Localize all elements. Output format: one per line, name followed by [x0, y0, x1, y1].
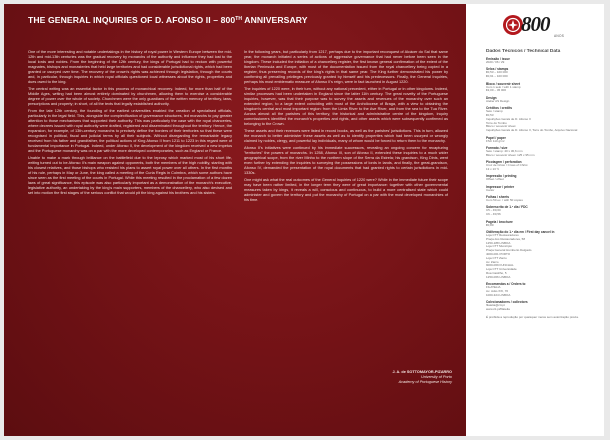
technical-data-value: C5 – €0,60 C6 – €0,56	[486, 208, 501, 217]
technical-data-value: FSC 110 g/m²	[486, 138, 505, 143]
document-page	[4, 4, 604, 436]
technical-data-label: Pagela / brochure	[486, 219, 513, 224]
technical-data-item	[486, 136, 596, 144]
author-name: J. A. de SOTTOMAYOR-PIZARRO	[392, 370, 452, 374]
technical-data-value: Selo / stamp: 40 x 30,6 mm Bloco / souvenir sheet: 125 x 95 mm	[486, 148, 535, 157]
technical-data-item	[486, 195, 596, 203]
author-signature	[332, 370, 452, 385]
technical-data-item	[486, 185, 596, 193]
technical-data-item	[486, 67, 596, 79]
article-paragraph: One of the more interesting and notable undertakings in the history of royal power in Western Europe between the mid-12th and mid-13th centuries was the gradual recovery by monarchs of the authority and influence they had lost to the local lords and nobles. From the beginning of the 12th century, the kings of Portugal had to reckon with powerful magnates, bishops and monasteries that held large territories and had considerable jurisdictional rights, which had been granted or usurped over time. The recovery of the crown's rights was achieved through legislation, through the courts and, in particular, through inquiries in which royal officials questioned local witnesses about the rights, properties and dues owed to the king.	[28, 50, 232, 84]
article-paragraph: In the following years, but particularly from 1217, perhaps due to the important reconquest of Alcácer do Sal that same year, the monarch initiated a series of actions of aggressive governance that had never before been seen in the kingdom. These included the initiation of a chancellery register, the first known general confirmation of the extent of the Iberian Peninsula and Europe, with most of the documentation issued from the royal chancellery being copied in a register, thus preserving records of the king's rights in that same year. The King further demonstrated his power by confirming all prevailing privileges previously granted by himself and his predecessors. Finally, the General Inquiries, perhaps his most emblematic measure of Afonso II's reign, were in fact launched in August 1220.	[244, 50, 448, 84]
technical-data-value: FILATELIA Av. João XXI, 70 1000-324 LISBOA	[486, 285, 511, 297]
technical-data-label: Bloco / souvenir sheet	[486, 81, 521, 86]
technical-data-label: Obliteração do 1.º dia em / First day cancel in	[486, 230, 555, 235]
technical-data-label: Emissão / issue	[486, 57, 510, 61]
technical-data-list	[486, 57, 596, 312]
article-paragraph: These assets and their revenues were listed in record books, as well as the parishes' jurisdictions. This in turn, allowed the monarch to better administer these assets as well as to identify properties which had been usurped or wrongly claimed by nobles, clergy, and powerful lay individuals, many of whom would be forced to return them to the monarchy.	[244, 129, 448, 143]
title-text: THE GENERAL INQUIRIES OF D. AFONSO II – 800	[28, 15, 236, 25]
technical-data-value: Cruz de Cristo / Cross of Christ 13 x 13 ½	[486, 163, 528, 171]
technical-data-value: Com 1 selo / with 1 stamp €2,00 – 45 000	[486, 84, 521, 93]
logo-wordmark: 800	[521, 12, 550, 36]
article-column-right	[244, 50, 448, 412]
technical-data-item	[486, 220, 596, 228]
technical-data-item	[486, 230, 596, 280]
technical-data-value: filatelia@ctt.pt www.ctt.pt/filatelia	[486, 303, 510, 311]
technical-data-label: Encomendas a / Orders to	[486, 282, 526, 287]
technical-data-value: Com 50 ex. / with 50 copies	[486, 198, 523, 203]
article-paragraph: One might ask what the real outcomes of the General Inquiries of 1220 were? While in the immediate future their scope may have been rather limited, in the longer term they were of great importance: together with other governmental measures taken by kings, it reveals a will, conscious and continuous, to build a more centralised state which could administer and govern the territory and put the monarchy of Portugal on a par with the most developed monarchies of his time.	[244, 178, 448, 202]
article-panel	[4, 4, 466, 436]
technical-data-label: Design	[486, 95, 497, 100]
author-affiliation-1: University of Porto	[420, 375, 452, 379]
technical-data-item	[486, 96, 596, 104]
technical-data-item	[486, 174, 596, 182]
technical-data-footer: É proibida a reprodução por quaisquer meios sem autorização prévia.	[486, 314, 579, 319]
technical-data-label: Créditos / credits	[486, 106, 513, 111]
technical-data-label: Formato / size	[486, 145, 508, 150]
author-affiliation-2: Academy of Portuguese History	[398, 380, 452, 384]
article-paragraph: Afonso II's initiatives were continued by his immediate successors, revealing an ongoing concern for recapturing "territories" the powers of monarchs. In 1258, Afonso III, son of Afonso II, extended these inquiries to a much wider geographical scope, from the river Minho to the northern slope of the Serra da Estrela; his grandson, King Dinis, went even further by extending the inquiries to surveying the possessions of lords in lands, and finally, the great-grandson, Afonso IV, demanded the presentation of the royal documents that had granted rights to certain jurisdictions in mid-1330s.	[244, 146, 448, 175]
technical-data-value: €0,80	[486, 222, 494, 227]
technical-data-value: €0,53 – 100 000 €0,91 – 100 000	[486, 70, 508, 79]
technical-data-item	[486, 282, 596, 297]
technical-data-item	[486, 106, 596, 133]
anniversary-logo	[499, 11, 569, 41]
technical-data-label: Colecionadores / collectors	[486, 300, 528, 305]
technical-data-value: Loja CTT Restauradores Praça dos Restauradores, 58 1250-188 LISBOA Loja CTT Município Praça General Humberto Delgado 4000-001 PORTO Loja CTT Zarco Av. Zarco 9000-069 FUNCHAL Loja CTT Universidade Rua Castilho, 5 1250-066 LISBOA	[486, 233, 532, 279]
technical-data-item	[486, 82, 596, 94]
technical-data-label: Impressor / printer	[486, 184, 515, 189]
page-title	[28, 15, 448, 25]
article-paragraph: From the late 12th century, the founding of the earliest universities enabled the creation of specialised officials, particularly in the legal field. This, alongside the complexification of governance structures, led monarchs to pay greater attention to those mechanisms that supported their authority. This was particularly the case with the royal chanceries, where decrees issued with royal authority were drafted, registered and disseminated throughout the territory. Hence, the expansion, for example, of 13th-century monarchs to precisely define the borders of their territories so that these were recognised in political, fiscal and judicial terms by all their subjects. Without disregarding the remarkable legacy received from his father and grandfather, the political actions of King Afonso II from 1211 to 1223 in this regard were of fundamental importance in Portugal. Indeed, under Afonso II, the development of the kingdom received a new impetus and the Portuguese monarchy was on a par with the more developed contemporaries, such as England or France.	[28, 109, 232, 153]
technical-data-item	[486, 300, 596, 312]
technical-data-label: Papel / paper	[486, 135, 506, 140]
technical-data-item	[486, 205, 596, 217]
technical-data	[486, 49, 596, 429]
article-paragraph: The inquiries of 1220 were, in their turn, without any national precedent, either in Portugal or in other kingdoms. Indeed, similar processes had been undertaken in England since the latter 11th century. The great novelty of the Portuguese inquiries, however, was that their purpose was to survey the assets and revenues of the monarchy over such an extended region, to a large extent coinciding with most of the Archdiocese of Braga, with a view to obtaining the kingdom's central and most important region: from the Limia River to the Ave River, and from the sea to the Tua River. Across almost all the parishes of this territory, the historical and administrative centre of the kingdom, inquiry commissioners identified the monarch's properties and rights, and other assets which were subsequently confirmed as belonging to the Crown.	[244, 87, 448, 126]
technical-data-item	[486, 146, 596, 158]
technical-data-value: Offset / offset	[486, 177, 504, 182]
logo-subtext: ANOS	[554, 34, 565, 38]
technical-data-item	[486, 160, 596, 172]
technical-data-value: 2020 / 06 / 29	[486, 60, 505, 64]
article-columns	[28, 50, 448, 412]
technical-data-label: Folhas / sheets	[486, 195, 510, 200]
article-paragraph: The central writing was an essential factor in this process of monarchical recovery. Indeed, for more than half of the Middle Ages, writing had been almost entirely dominated by churchmen, allowing them to exercise a considerable degree of power over the whole of society. Churchmen were the only guardians of the written memory of territory, laws, prescriptions and property; in short, of all the texts that legally established authority.	[28, 87, 232, 106]
technical-data-label: Impressão / printing	[486, 174, 517, 179]
technical-data-label: Selos / stamps	[486, 67, 509, 72]
technical-data-item	[486, 57, 596, 65]
article-column-left	[28, 50, 232, 412]
technical-data-value: Selo / stamp €0,53 Inquirições Gerais de D. Afonso II Torre do Tombo Bloco / souvenir sheet Inquirições Gerais de D. Afonso II, Torre do Tombo, Arquivo Nacional	[486, 109, 578, 133]
title-end-text: ANNIVERSARY	[242, 15, 308, 25]
technical-data-value: Cartor	[486, 187, 495, 192]
technical-data-label: Picotagem / perforation	[486, 160, 522, 165]
technical-data-title: Dados Técnicos / Technical Data	[486, 49, 561, 54]
title-superscript: TH	[235, 16, 243, 22]
technical-data-label: Sobrescrito de 1.º dia / FDC	[486, 205, 528, 210]
technical-data-value: Atelier AS Design	[486, 98, 510, 103]
article-paragraph: Unable to make a mark through brilliance on the battlefield due to the leprosy which marked most of his short life, writing turned out to be Afonso II's main weapon against opponents, both the members of the high nobility, starting with his closest relatives, and those bishops who resisted his plans to assert royal power over all others. In the first months of his rule, perhaps in May or June, the king called a meeting of the Curia Regis in Coimbra, which some authors have since seen as the first meeting of the courts in Portugal. While this meeting resulted in the proclamation of a few dozen laws of great significance, this episode was also particularly important as a demonstration of the monarch's executive, legislative authority, an undertaking by the king's main supporters, members of the chancellery, who also devised and set into motion the first stages of the serious conflict that would pit the king against his brothers and his sisters.	[28, 156, 232, 195]
